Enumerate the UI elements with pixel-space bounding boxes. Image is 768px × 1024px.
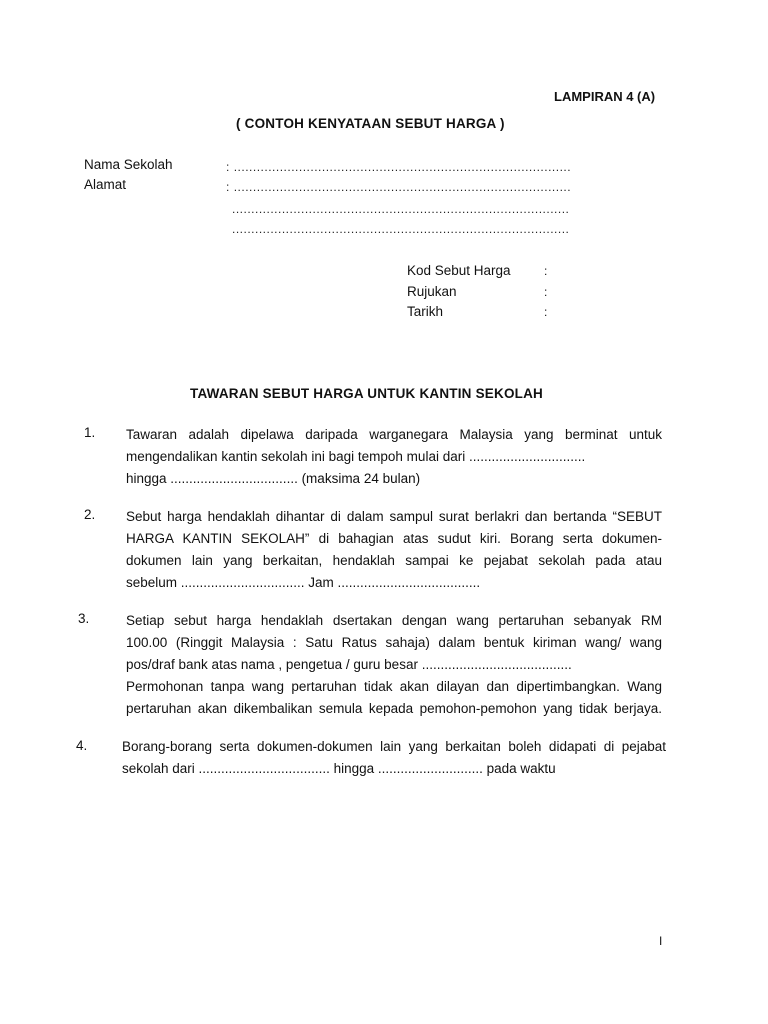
section-title: TAWARAN SEBUT HARGA UNTUK KANTIN SEKOLAH	[190, 386, 543, 401]
item-paragraph-4	[122, 736, 666, 780]
reference-label: Rujukan	[407, 284, 457, 299]
school-name-field	[226, 160, 571, 174]
dotted-line: ........................................................................................	[233, 180, 572, 194]
address-field-line-3: ........................................................................................	[232, 222, 570, 236]
date-label: Tarikh	[407, 304, 444, 319]
colon: :	[226, 180, 230, 194]
item-number: 3.	[78, 611, 90, 626]
attachment-label: LAMPIRAN 4 (A)	[554, 89, 656, 104]
dotted-line: ........................................................................................	[233, 160, 572, 174]
reference-colon: :	[544, 285, 548, 299]
address-field-line-2: ........................................................................................	[232, 202, 570, 216]
address-field-line-1	[226, 180, 571, 194]
paragraph-line: Sebut harga hendaklah dihantar di dalam sampul surat berlakri dan bertanda “SEBUT	[126, 509, 662, 524]
item-number: 4.	[76, 738, 88, 753]
address-label: Alamat	[84, 177, 127, 192]
paragraph-line: hingga .................................. (maksima 24 bulan)	[126, 471, 421, 486]
paragraph-line: sebelum ................................. Jam ......................................	[126, 575, 481, 590]
page-number: I	[659, 934, 663, 948]
item-paragraph-3	[126, 610, 662, 720]
document-title: ( CONTOH KENYATAAN SEBUT HARGA )	[236, 116, 505, 131]
paragraph-line: pos/draf bank atas nama , pengetua / guru besar ........................................	[126, 657, 572, 672]
item-number: 2.	[84, 507, 96, 522]
paragraph-line: 100.00 (Ringgit Malaysia : Satu Ratus sahaja) dalam bentuk kiriman wang/ wang	[126, 635, 662, 650]
paragraph-line: pertaruhan akan dikembalikan semula kepada pemohon-pemohon yang tidak berjaya.	[126, 701, 662, 716]
paragraph-line: HARGA KANTIN SEKOLAH” di bahagian atas sudut kiri. Borang serta dokumen-	[126, 531, 662, 546]
paragraph-line: Permohonan tanpa wang pertaruhan tidak akan dilayan dan dipertimbangkan. Wang	[126, 679, 662, 694]
item-paragraph-2	[126, 506, 662, 594]
paragraph-line: mengendalikan kantin sekolah ini bagi tempoh mulai dari ...............................	[126, 449, 586, 464]
date-colon: :	[544, 305, 548, 319]
paragraph-line: dokumen lain yang berkaitan, hendaklah sampai ke pejabat sekolah pada atau	[126, 553, 662, 568]
quotation-code-label: Kod Sebut Harga	[407, 263, 511, 278]
item-number: 1.	[84, 425, 96, 440]
school-name-label: Nama Sekolah	[84, 157, 173, 172]
paragraph-line: sekolah dari ................................... hingga ............................ pada waktu	[122, 761, 556, 776]
paragraph-line: Tawaran adalah dipelawa daripada warganegara Malaysia yang berminat untuk	[126, 427, 662, 442]
item-paragraph-1	[126, 424, 662, 490]
paragraph-line: Borang-borang serta dokumen-dokumen lain yang berkaitan boleh didapati di pejabat	[122, 739, 666, 754]
colon: :	[226, 160, 230, 174]
paragraph-line: Setiap sebut harga hendaklah dsertakan dengan wang pertaruhan sebanyak RM	[126, 613, 662, 628]
quotation-code-colon: :	[544, 264, 548, 278]
